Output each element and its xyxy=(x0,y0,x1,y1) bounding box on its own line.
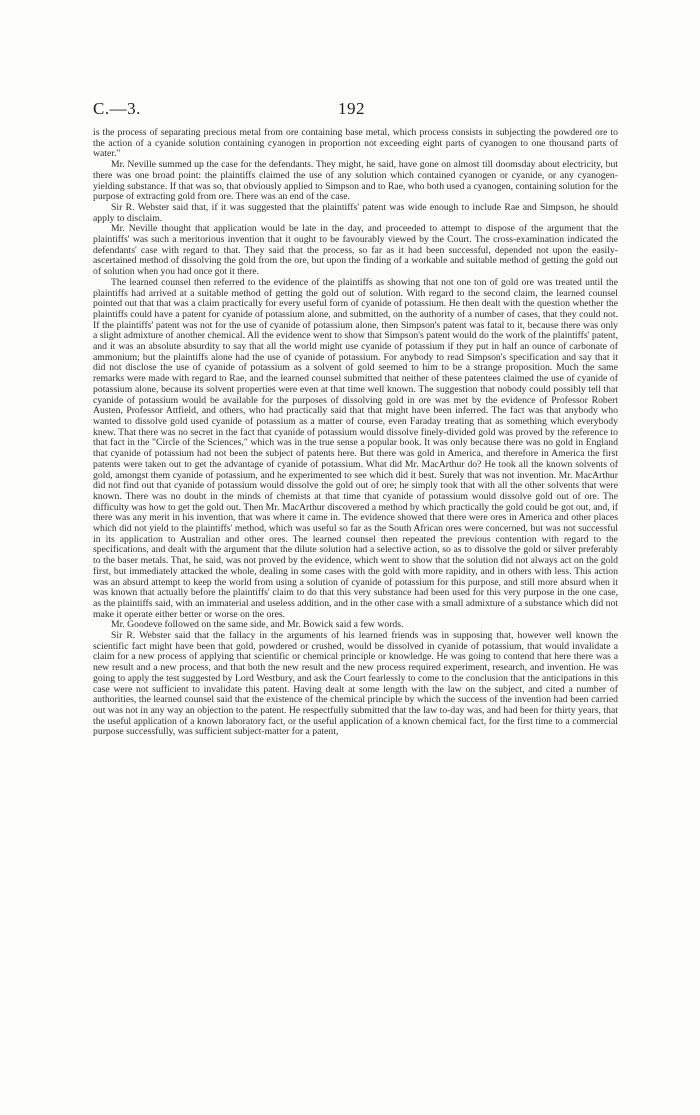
page-number: 192 xyxy=(338,99,365,118)
paragraph: Mr. Neville summed up the case for the defendants. They might, he said, have gone on almost till doomsday about electricity, but there was one broad point: the plaintiffs claimed the use of any solution which contained cyanogen or cyanide, or any cyanogen-yielding substance. If that was so, that obviously applied to Simpson and to Rae, who both used a cyanogen, containing solution for the purpose of extracting gold from ore. There was an end of the case. xyxy=(93,159,618,203)
paragraph: is the process of separating precious metal from ore containing base metal, which process consists in subjecting the powdered ore to the action of a cyanide solution containing cyanogen in proportion not exceeding eight parts of cyanogen to one thousand parts of water." xyxy=(93,127,618,160)
paragraph: The learned counsel then referred to the evidence of the plaintiffs as showing that not one ton of gold ore was treated until the plaintiffs had arrived at a suitable method of getting the gold out of solution. With regard to the second claim, the learned counsel pointed out that that was a claim practically for every useful form of cyanide of potassium. He then dealt with the question whether the plaintiffs could have a patent for cyanide of potassium alone, and submitted, on the authority of a number of cases, that they could not. If the plaintiffs' patent was not for the use of cyanide of potassium alone, then Simpson's patent was fatal to it, because there was only a slight admixture of another chemical. All the evidence went to show that Simpson's patent would do the work of the plaintiffs' patent, and it was an absolute absurdity to say that all the world might use cyanide of potassium if they put in half an ounce of carbonate of ammonium; but the plaintiffs alone had the use of cyanide of potassium. For anybody to read Simpson's specification and say that it did not disclose the use of cyanide of potassium as a solvent of gold seemed to him to be a strange proposition. Much the same remarks were made with regard to Rae, and the learned counsel submitted that neither of these patentees claimed the use of cyanide of potassium alone, because its solvent properties were even at that time well known. The suggestion that nobody could possibly tell that cyanide of potassium would be available for the purposes of dissolving gold in ore was met by the evidence of Professor Robert Austen, Professor Attfield, and others, who had practically said that that might have been inferred. The fact was that anybody who wanted to dissolve gold used cyanide of potassium as a matter of course, even Faraday treating that as something which everybody knew. That there was no secret in the fact that cyanide of potassium would dissolve finely-divided gold was proved by the reference to that fact in the "Circle of the Sciences," which was in the true sense a popular book. It was only because there was no gold in England that cyanide of potassium had not been the subject of patents here. But there was gold in America, and therefore in America the first patents were taken out to get the advantage of cyanide of potassium. What did Mr. MacArthur do? He took all the known solvents of gold, amongst them cyanide of potassium, and he experimented to see which did it best. Surely that was not invention. Mr. MacArthur did not find out that cyanide of potassium would dissolve the gold out of ore; he simply took that with all the other solvents that were known. There was no doubt in the minds of chemists at that time that cyanide of potassium would dissolve gold out of ore. The difficulty was how to get the gold out. Then Mr. MacArthur discovered a method by which practically the gold could be got out, and, if there was any merit in his invention, that was where it came in. The evidence showed that there were ores in America and other places which did not yield to the plaintiffs' method, which was useful so far as the South African ores were concerned, but was not successful in its application to Australian and other ores. The learned counsel then repeated the previous contention with regard to the specifications, and dealt with the argument that the dilute solution had a selective action, so as to dissolve the gold or silver preferably to the baser metals. That, he said, was not proved by the evidence, which went to show that the solution did not always act on the gold first, but immediately attacked the whole, dealing in some cases with the gold with more rapidity, and in others with less. This action was an absurd attempt to keep the world from using a solution of cyanide of potassium for this purpose, and still more absurd when it was known that actually before the plaintiffs' claim to do that this very substance had been used for this very purpose in the one case, as the plaintiffs said, with an immaterial and useless addition, and in the other case with a small admixture of a substance which did not make it operate either better or worse on the ores. xyxy=(93,276,618,620)
paragraph: Mr. Goodeve followed on the same side, and Mr. Bowick said a few words. xyxy=(111,619,404,631)
paragraph: Mr. Neville thought that application would be late in the day, and proceeded to attempt to dispose of the argument that the plaintiffs' was such a meritorious invention that it ought to be favourably viewed by the Court. The cross-examination indicated the defendants' case with regard to that. They said that the process, so far as it had been successful, depended not upon the easily-ascertained method of dissolving the gold from the ore, but upon the finding of a workable and suitable method of getting the gold out of solution when you had once got it there. xyxy=(93,223,618,278)
page-header xyxy=(93,99,618,121)
document-reference: C.—3. xyxy=(93,99,141,118)
body-text xyxy=(93,128,618,738)
paragraph: Sir R. Webster said that, if it was suggested that the plaintiffs' patent was wide enough to include Rae and Simpson, he should apply to disclaim. xyxy=(93,201,618,224)
paragraph: Sir R. Webster said that the fallacy in the arguments of his learned friends was in supposing that, however well known the scientific fact might have been that gold, powdered or crushed, would be dissolved in cyanide of potassium, that would invalidate a claim for a new process of applying that scientific or chemical principle or knowledge. He was going to contend that here there was a new result and a new process, and that both the new result and the new process required experiment, research, and invention. He was going to apply the test suggested by Lord Westbury, and ask the Court fearlessly to come to the conclusion that the anticipations in this case were not sufficient to invalidate this patent. Having dealt at some length with the law on the subject, and cited a number of authorities, the learned counsel said that the existence of the chemical principle by which the success of the invention had been carried out was not in any way an objection to the patent. He respectfully submitted that the law to-day was, and had been for thirty years, that the useful application of a known laboratory fact, or the useful application of a known chemical fact, for the first time to a commercial purpose successfully, was sufficient subject-matter for a patent, xyxy=(93,630,618,738)
